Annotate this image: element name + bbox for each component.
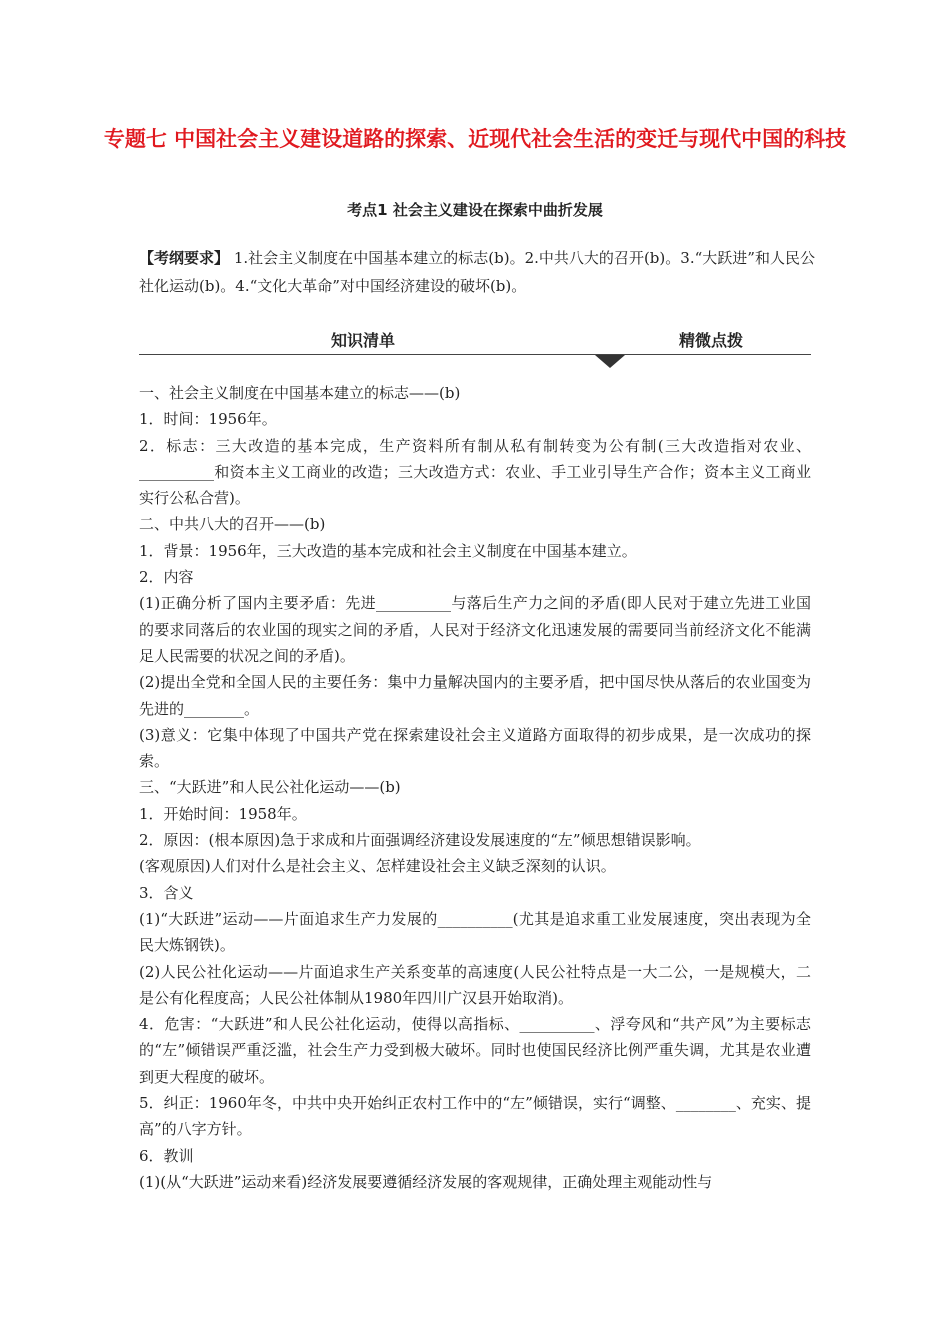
heading-1: 一、社会主义制度在中国基本建立的标志——(b): [139, 384, 461, 402]
paragraph: (3)意义：它集中体现了中国共产党在探索建设社会主义道路方面取得的初步成果，是一次成功的探索。: [139, 725, 811, 771]
heading-2: 二、中共八大的召开——(b): [139, 515, 326, 534]
paragraph: (1)(从“大跃进”运动来看)经济发展要遵循经济发展的客观规律，正确处理主观能动性与: [139, 1172, 713, 1191]
paragraph: (2)人民公社化运动——片面追求生产关系变革的高速度(人民公社特点是一大二公，一是规模大，二是公有化程度高；人民公社体制从1980年四川广汉县开始取消)。: [139, 962, 811, 1007]
paragraph: 1．时间：1956年。: [139, 410, 277, 429]
heading-3: 三、“大跃进”和人民公社化运动——(b): [139, 778, 401, 797]
knowledge-list-label: 知识清单: [331, 331, 396, 350]
requirements-text: 1.社会主义制度在中国基本建立的标志(b)。2.中共八大的召开(b)。3.“大跃进”和人民公社化运动(b)。4.“文化大革命”对中国经济建设的破坏(b)。: [139, 249, 815, 295]
paragraph: 6．教训: [139, 1146, 194, 1165]
triangle-down-icon: [595, 355, 625, 368]
exam-requirements: [139, 244, 815, 300]
paragraph: 1．开始时间：1958年。: [139, 804, 307, 823]
paragraph: 2．内容: [139, 568, 194, 587]
section-subtitle: 考点1 社会主义建设在探索中曲折发展: [347, 201, 603, 219]
key-points-label: 精微点拨: [679, 331, 744, 350]
paragraph: (1)“大跃进”运动——片面追求生产力发展的__________(尤其是追求重工业发展速度，突出表现为全民大炼钢铁)。: [139, 909, 811, 955]
paragraph: 2．标志：三大改造的基本完成，生产资料所有制从私有制转变为公有制(三大改造指对农业、__________和资本主义工商业的改造；三大改造方式：农业、手工业引导生产合作；资本主义工商业实行公私合营)。: [139, 436, 811, 508]
requirements-tag: 【考纲要求】: [139, 249, 230, 267]
paragraph: 2．原因：(根本原因)急于求成和片面强调经济建设发展速度的“左”倾思想错误影响。: [139, 831, 701, 850]
paragraph: (2)提出全党和全国人民的主要任务：集中力量解决国内的主要矛盾，把中国尽快从落后的农业国变为先进的________。: [139, 673, 811, 718]
document-body: [139, 380, 811, 1195]
paragraph: 4．危害：“大跃进”和人民公社化运动，使得以高指标、__________、浮夸风和“共产风”为主要标志的“左”倾错误严重泛滥，社会生产力受到极大破坏。同时也使国民经济比例严重失调，尤其是农业遭到更大程度的破坏。: [139, 1015, 811, 1086]
section-divider: [139, 328, 811, 352]
divider-line: [139, 354, 811, 355]
paragraph: (1)正确分析了国内主要矛盾：先进__________与落后生产力之间的矛盾(即人民对于建立先进工业国的要求同落后的农业国的现实之间的矛盾，人民对于经济文化迅速发展的需要同当前经济文化不能满足人民需要的状况之间的矛盾)。: [139, 594, 811, 665]
paragraph: 3．含义: [139, 883, 194, 902]
paragraph: 1．背景：1956年，三大改造的基本完成和社会主义制度在中国基本建立。: [139, 541, 637, 560]
paragraph: (客观原因)人们对什么是社会主义、怎样建设社会主义缺乏深刻的认识。: [139, 857, 616, 876]
paragraph: 5．纠正：1960年冬，中共中央开始纠正农村工作中的“左”倾错误，实行“调整、________、充实、提高”的八字方针。: [139, 1094, 811, 1139]
page-title: 专题七 中国社会主义建设道路的探索、近现代社会生活的变迁与现代中国的科技: [103, 127, 847, 151]
